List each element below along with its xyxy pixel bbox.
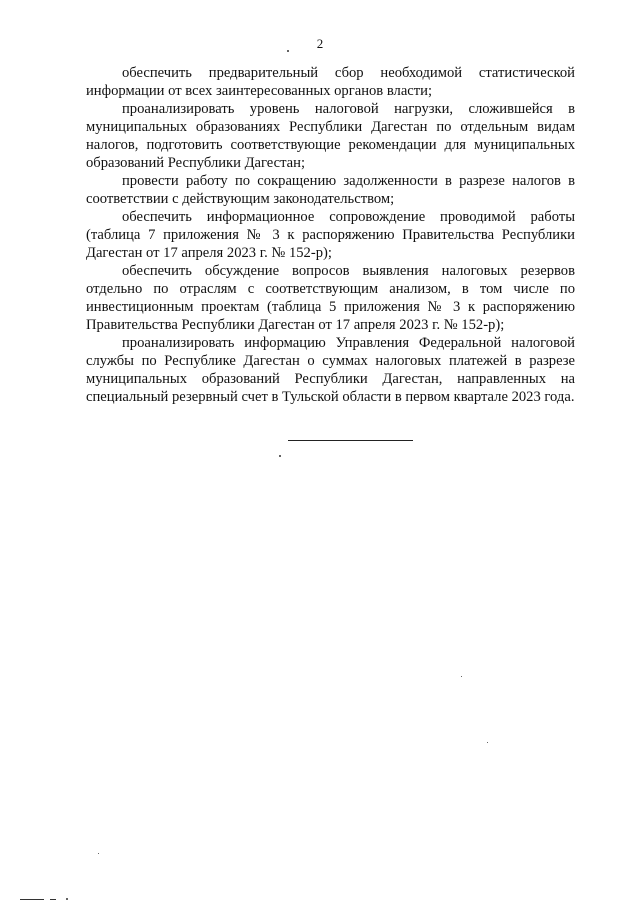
scan-speck: [98, 853, 99, 854]
scan-speck: [461, 676, 462, 677]
scan-speck: [279, 455, 281, 457]
scan-speck: [287, 50, 289, 52]
scan-speck: [20, 899, 44, 900]
scan-speck: [487, 742, 488, 743]
scan-speck: [50, 899, 56, 900]
scan-speck: [66, 898, 68, 900]
page-number: 2: [316, 36, 324, 51]
paragraph-tax-reserves-discussion: обеспечить обсуждение вопросов выявления налоговых резервов отдельно по отраслям с соответствующим анализом, в том числе по инвестиционным проектам (таблица 5 приложения № 3 к распоряжению Правительства Республики Дагестан от 17 апреля 2023 г. № 152-р);: [86, 263, 575, 333]
paragraph-debt-reduction: провести работу по сокращению задолженности в разрезе налогов в соответствии с действующим законодательством;: [86, 173, 575, 207]
paragraph-tax-payments-analysis: проанализировать информацию Управления Федеральной налоговой службы по Республике Дагестан о суммах налоговых платежей в разрезе муниципальных образований Республики Дагестан, направленных на специальный резервный счет в Тульской области в первом квартале 2023 года.: [86, 335, 575, 405]
closing-divider-line: [288, 440, 413, 441]
document-body: [86, 64, 575, 406]
paragraph-statistics-collection: обеспечить предварительный сбор необходимой статистической информации от всех заинтересованных органов власти;: [86, 65, 575, 99]
paragraph-tax-burden-analysis: проанализировать уровень налоговой нагрузки, сложившейся в муниципальных образованиях Республики Дагестан по отдельным видам налогов, подготовить соответствующие рекомендации для муниципальных образований Республики Дагестан;: [86, 101, 575, 171]
paragraph-information-support: обеспечить информационное сопровождение проводимой работы (таблица 7 приложения № 3 к распоряжению Правительства Республики Дагестан от 17 апреля 2023 г. № 152-р);: [86, 209, 575, 261]
